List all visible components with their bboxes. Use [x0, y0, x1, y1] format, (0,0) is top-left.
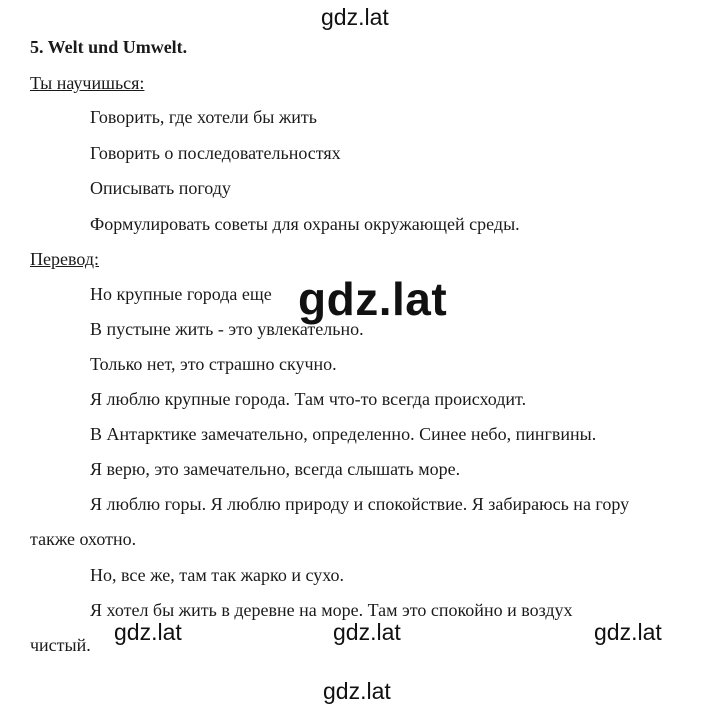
- translation-line: Я верю, это замечательно, всегда слышать море.: [90, 459, 461, 479]
- section-title: 5. Welt und Umwelt.: [30, 37, 188, 57]
- watermark-top: gdz.lat: [321, 4, 389, 30]
- translation-line: Я люблю горы. Я люблю природу и спокойствие. Я забираюсь на гору: [90, 494, 630, 514]
- translation-line: Я люблю крупные города. Там что-то всегда происходит.: [90, 389, 527, 409]
- watermark-bottom-right: gdz.lat: [594, 619, 662, 645]
- translation-label: Перевод:: [30, 249, 99, 269]
- translation-line: Только нет, это страшно скучно.: [90, 354, 337, 374]
- watermark-footer: gdz.lat: [323, 678, 391, 704]
- watermark-bottom-center: gdz.lat: [333, 619, 401, 645]
- learn-item: Описывать погоду: [90, 178, 231, 198]
- watermark-center: gdz.lat: [298, 273, 448, 325]
- translation-line: В Антарктике замечательно, определенно. Синее небо, пингвины.: [90, 424, 597, 444]
- translation-line: Но крупные города еще: [90, 284, 272, 304]
- translation-line: Но, все же, там так жарко и сухо.: [90, 565, 345, 585]
- translation-line: Я хотел бы жить в деревне на море. Там это спокойно и воздух: [90, 600, 573, 620]
- translation-line: чистый.: [30, 635, 91, 655]
- translation-line: также охотно.: [30, 529, 137, 549]
- learn-item: Формулировать советы для охраны окружающей среды.: [90, 214, 520, 234]
- watermark-bottom-left: gdz.lat: [114, 619, 182, 645]
- learn-label: Ты научишься:: [30, 73, 145, 93]
- translation-line: В пустыне жить - это увлекательно.: [90, 319, 364, 339]
- learn-item: Говорить о последовательностях: [90, 143, 341, 163]
- learn-item: Говорить, где хотели бы жить: [90, 107, 317, 127]
